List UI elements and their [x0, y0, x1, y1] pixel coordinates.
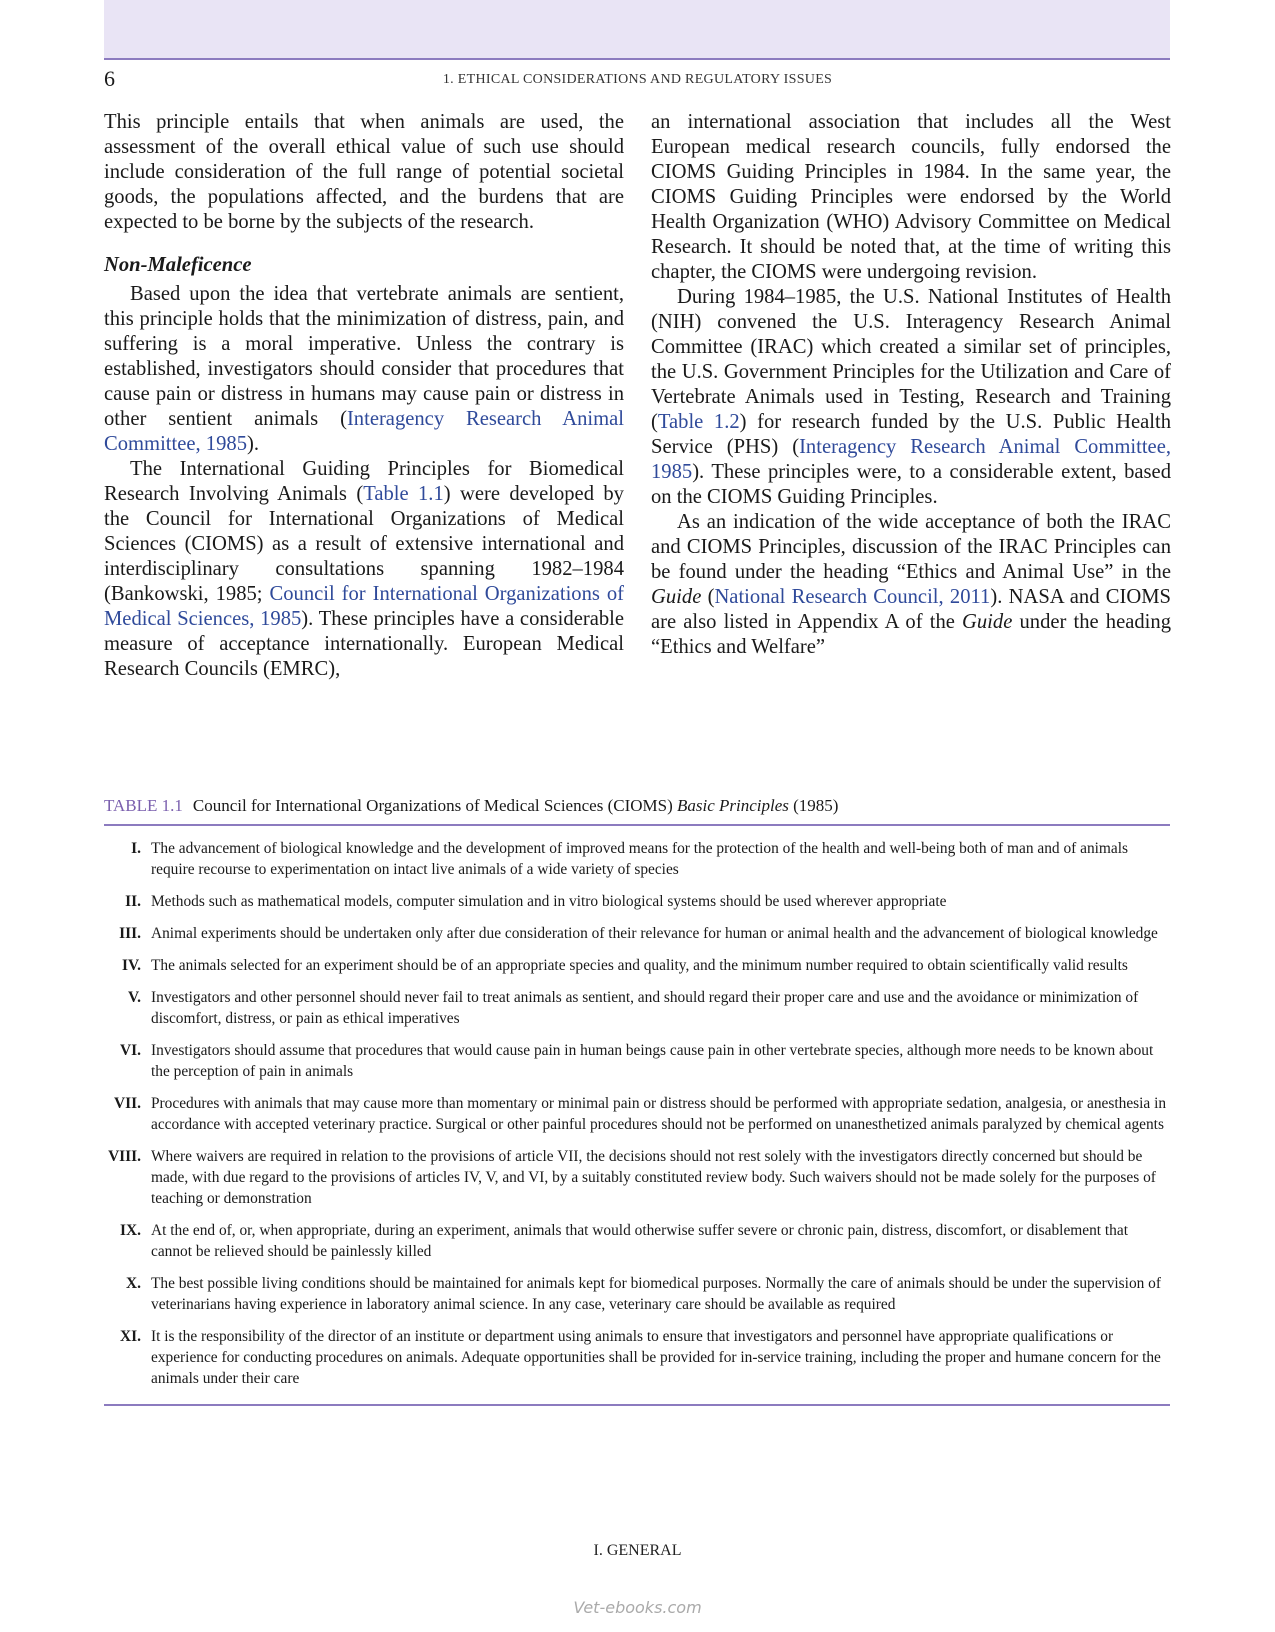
table-row: [104, 1040, 1170, 1082]
row-numeral: IX.: [120, 1222, 141, 1239]
table-row: [104, 891, 1170, 912]
footer-section: I. GENERAL: [593, 1542, 682, 1559]
row-numeral: VI.: [120, 1042, 141, 1059]
row-text: Where waivers are required in relation to the provisions of article VII, the decisions should not rest solely with the investigators directly concerned but should be made, with due regard to the provisions of articles IV, V, and VI, by a suitably constituted review body. Such waivers should not be made solely for the purposes of teaching or demonstration: [151, 1148, 1156, 1207]
table-row: [104, 1220, 1170, 1262]
table-label: TABLE 1.1: [104, 796, 183, 815]
citation-link[interactable]: Council for International Organizations of Medical Sciences, 1985: [104, 583, 624, 630]
table-row: [104, 1326, 1170, 1389]
paragraph: The International Guiding Principles for Biomedical Research Involving Animals (Table 1.1) were developed by the Council for International Organizations of Medical Sciences (CIOMS) as a result of extensive international and interdisciplinary consultations spanning 1982–1984 (Bankowski, 1985; Council for International Organizations of Medical Sciences, 1985). These principles have a considerable measure of acceptance internationally. European Medical Research Councils (EMRC),: [104, 458, 624, 680]
citation-link[interactable]: National Research Council, 2011: [714, 586, 991, 608]
page-number: 6: [104, 66, 115, 91]
watermark-logo: Vet-ebooks.com: [573, 1598, 702, 1617]
section-heading: Non-Maleficence: [104, 254, 252, 276]
table-row: [104, 1273, 1170, 1315]
right-column: [651, 110, 1171, 660]
row-numeral: III.: [119, 925, 141, 942]
table-link[interactable]: Table 1.1: [363, 483, 444, 505]
row-numeral: X.: [126, 1275, 141, 1292]
row-text: Investigators should assume that procedures that would cause pain in human beings cause pain in other vertebrate species, although more needs to be known about the perception of pain in animals: [151, 1042, 1154, 1080]
row-numeral: IV.: [122, 957, 141, 974]
row-numeral: XI.: [120, 1328, 141, 1345]
running-head: 1. ETHICAL CONSIDERATIONS AND REGULATORY ISSUES: [442, 72, 833, 87]
row-text: Animal experiments should be undertaken only after due consideration of their relevance for human or animal health and the advancement of biological knowledge: [151, 925, 1158, 942]
table-row: [104, 1093, 1170, 1135]
table-caption: TABLE 1.1 Council for International Organizations of Medical Sciences (CIOMS) Basic Principles (1985): [104, 796, 1170, 826]
table-row: [104, 987, 1170, 1029]
table-body: [104, 826, 1170, 1406]
citation-link[interactable]: Interagency Research Animal Committee, 1985: [651, 436, 1171, 483]
paragraph: Based upon the idea that vertebrate animals are sentient, this principle holds that the minimization of distress, pain, and suffering is a moral imperative. Unless the contrary is established, investigators should consider that procedures that cause pain or distress in humans may cause pain or distress in other sentient animals (Interagency Research Animal Committee, 1985).: [104, 283, 624, 455]
row-text: The advancement of biological knowledge and the development of improved means for the protection of the health and well-being both of man and of animals require recourse to experimentation on intact live animals of a wide variety of species: [151, 840, 1128, 878]
row-numeral: II.: [125, 893, 141, 910]
left-column: [104, 110, 624, 682]
header-band: [104, 0, 1170, 60]
table-row: [104, 1146, 1170, 1209]
table-link[interactable]: Table 1.2: [657, 411, 740, 433]
row-text: At the end of, or, when appropriate, during an experiment, animals that would otherwise suffer severe or chronic pain, distress, discomfort, or disablement that cannot be relieved should be painlessly killed: [151, 1222, 1128, 1260]
citation-link[interactable]: Interagency Research Animal Committee, 1985: [104, 408, 624, 455]
table-row: [104, 923, 1170, 944]
row-text: It is the responsibility of the director of an institute or department using animals to ensure that investigators and personnel have appropriate qualifications or experience for conducting procedures on animals. Adequate opportunities shall be provided for in-service training, including the proper and humane concern for the animals under their care: [151, 1328, 1161, 1387]
table-row: [104, 955, 1170, 976]
row-text: Investigators and other personnel should never fail to treat animals as sentient, and should regard their proper care and use and the avoidance or minimization of discomfort, distress, or pain as ethical imperatives: [151, 989, 1139, 1027]
row-numeral: VIII.: [108, 1148, 141, 1165]
paragraph: As an indication of the wide acceptance of both the IRAC and CIOMS Principles, discussion of the IRAC Principles can be found under the heading “Ethics and Animal Use” in the Guide (National Research Council, 2011). NASA and CIOMS are also listed in Appendix A of the Guide under the heading “Ethics and Welfare”: [651, 511, 1171, 658]
paragraph: an international association that includes all the West European medical research councils, fully endorsed the CIOMS Guiding Principles in 1984. In the same year, the CIOMS Guiding Principles were endorsed by the World Health Organization (WHO) Advisory Committee on Medical Research. It should be noted that, at the time of writing this chapter, the CIOMS were undergoing revision.: [651, 111, 1171, 283]
table-1-1: [104, 796, 1170, 1406]
table-row: [104, 838, 1170, 880]
row-text: Procedures with animals that may cause more than momentary or minimal pain or distress should be performed with appropriate sedation, analgesia, or anesthesia in accordance with accepted veterinary practice. Surgical or other painful procedures should not be performed on unanesthetized animals paralyzed by chemical agents: [151, 1095, 1167, 1133]
row-numeral: VII.: [114, 1095, 141, 1112]
row-text: The best possible living conditions should be maintained for animals kept for biomedical purposes. Normally the care of animals should be under the supervision of veterinarians having experience in laboratory animal science. In any case, veterinary care should be available as required: [151, 1275, 1162, 1313]
row-numeral: V.: [128, 989, 141, 1006]
paragraph: This principle entails that when animals are used, the assessment of the overall ethical value of such use should include consideration of the full range of potential societal goods, the populations affected, and the burdens that are expected to be borne by the subjects of the research.: [104, 111, 624, 233]
row-numeral: I.: [131, 840, 141, 857]
row-text: Methods such as mathematical models, computer simulation and in vitro biological systems should be used wherever appropriate: [151, 893, 947, 910]
row-text: The animals selected for an experiment should be of an appropriate species and quality, and the minimum number required to obtain scientifically valid results: [151, 957, 1128, 974]
paragraph: During 1984–1985, the U.S. National Institutes of Health (NIH) convened the U.S. Interagency Research Animal Committee (IRAC) which created a similar set of principles, the U.S. Government Principles for the Utilization and Care of Vertebrate Animals used in Testing, Research and Training (Table 1.2) for research funded by the U.S. Public Health Service (PHS) (Interagency Research Animal Committee, 1985). These principles were, to a considerable extent, based on the CIOMS Guiding Principles.: [651, 286, 1171, 508]
